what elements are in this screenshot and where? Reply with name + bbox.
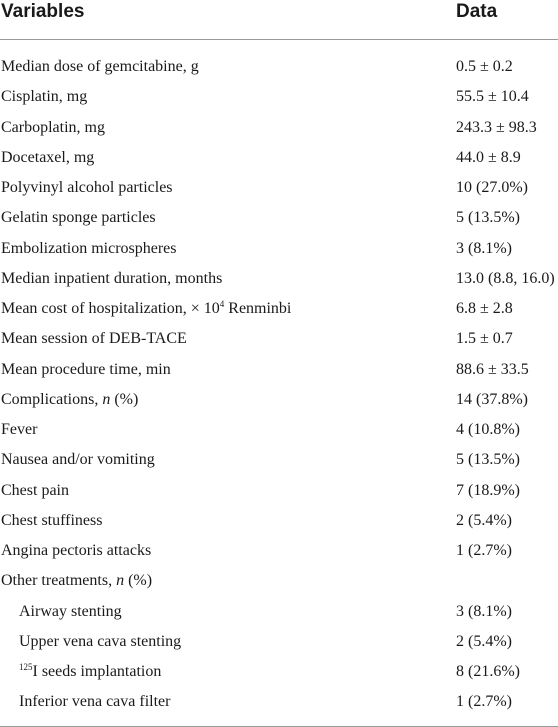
- row-label: [1, 294, 291, 324]
- row-label: Angina pectoris attacks: [1, 542, 152, 559]
- row-value: 1.5 ± 0.7: [456, 330, 513, 348]
- table-row: [0, 597, 558, 627]
- table-row: [0, 82, 558, 112]
- row-label: Cisplatin, mg: [1, 88, 88, 106]
- row-value: 0.5 ± 0.2: [456, 58, 513, 75]
- row-value: 2 (5.4%): [456, 511, 512, 529]
- table-row: [0, 355, 558, 385]
- superscript: 125: [19, 662, 33, 672]
- label-text: Mean cost of hospitalization, × 10: [1, 300, 220, 317]
- row-label: Chest pain: [1, 481, 69, 499]
- label-text: Other treatments,: [1, 572, 117, 590]
- row-label: Nausea and/or vomiting: [1, 451, 155, 469]
- label-text: Renminbi: [224, 300, 292, 317]
- row-value: 14 (37.8%): [456, 390, 528, 408]
- table-row: [0, 687, 558, 717]
- row-label: [19, 657, 161, 687]
- table-row: [0, 52, 558, 82]
- table-row: [0, 264, 558, 294]
- row-label: Median dose of gemcitabine, g: [1, 58, 199, 75]
- label-text: I seeds implantation: [32, 663, 162, 680]
- label-text: Complications,: [1, 390, 103, 408]
- row-label: Median inpatient duration, months: [1, 269, 223, 287]
- row-label: Mean session of DEB-TACE: [1, 330, 187, 348]
- row-label: Docetaxel, mg: [1, 148, 95, 166]
- row-label: Carboplatin, mg: [1, 118, 105, 136]
- table-row: [0, 657, 558, 687]
- row-value: 3 (8.1%): [456, 602, 512, 620]
- row-label: Upper vena cava stenting: [19, 632, 182, 650]
- row-value: 44.0 ± 8.9: [456, 148, 521, 166]
- row-value: 4 (10.8%): [456, 421, 520, 438]
- row-value: 5 (13.5%): [456, 209, 520, 227]
- superscript: 4: [219, 299, 225, 309]
- table-row: [0, 566, 558, 596]
- row-label: Airway stenting: [19, 602, 122, 620]
- table-row: [0, 203, 558, 233]
- table-row: [0, 143, 558, 173]
- table-row: [0, 113, 558, 143]
- row-value: 6.8 ± 2.8: [456, 300, 513, 317]
- row-label: Fever: [1, 421, 38, 438]
- row-value: 3 (8.1%): [456, 239, 512, 257]
- label-italic: n: [102, 390, 111, 408]
- row-value: 5 (13.5%): [456, 451, 520, 469]
- table-row: [0, 385, 558, 415]
- table-row: [0, 476, 558, 506]
- row-label: Mean procedure time, min: [1, 360, 171, 378]
- label-text: (%): [124, 572, 153, 590]
- header-data: Data: [456, 1, 498, 22]
- row-value: 2 (5.4%): [456, 632, 512, 650]
- row-value: 7 (18.9%): [456, 481, 520, 499]
- table-body: [0, 40, 558, 718]
- row-value: 13.0 (8.8, 16.0): [456, 269, 555, 287]
- table-header: [0, 0, 558, 40]
- table-row: [0, 173, 558, 203]
- row-value: 243.3 ± 98.3: [456, 118, 537, 136]
- label-text: (%): [110, 390, 139, 408]
- table-row: [0, 415, 558, 445]
- label-italic: n: [116, 572, 125, 590]
- row-label: Inferior vena cava filter: [19, 693, 171, 711]
- table-row: [0, 294, 558, 324]
- table-row: [0, 536, 558, 566]
- row-value: 1 (2.7%): [456, 693, 512, 711]
- row-value: 1 (2.7%): [456, 542, 512, 559]
- row-value: 88.6 ± 33.5: [456, 360, 529, 378]
- table-row: [0, 506, 558, 536]
- row-label: Embolization microspheres: [1, 239, 177, 257]
- table-row: [0, 445, 558, 475]
- row-value: 8 (21.6%): [456, 663, 520, 680]
- header-variables: Variables: [1, 1, 85, 22]
- row-label: Chest stuffiness: [1, 511, 103, 529]
- row-label: Polyvinyl alcohol particles: [1, 179, 173, 196]
- table-row: [0, 324, 558, 354]
- table-row: [0, 234, 558, 264]
- row-value: 55.5 ± 10.4: [456, 88, 529, 106]
- row-label: [1, 566, 152, 596]
- row-label: Gelatin sponge particles: [1, 209, 156, 227]
- row-label: [1, 385, 138, 415]
- table-row: [0, 627, 558, 657]
- row-value: 10 (27.0%): [456, 179, 528, 196]
